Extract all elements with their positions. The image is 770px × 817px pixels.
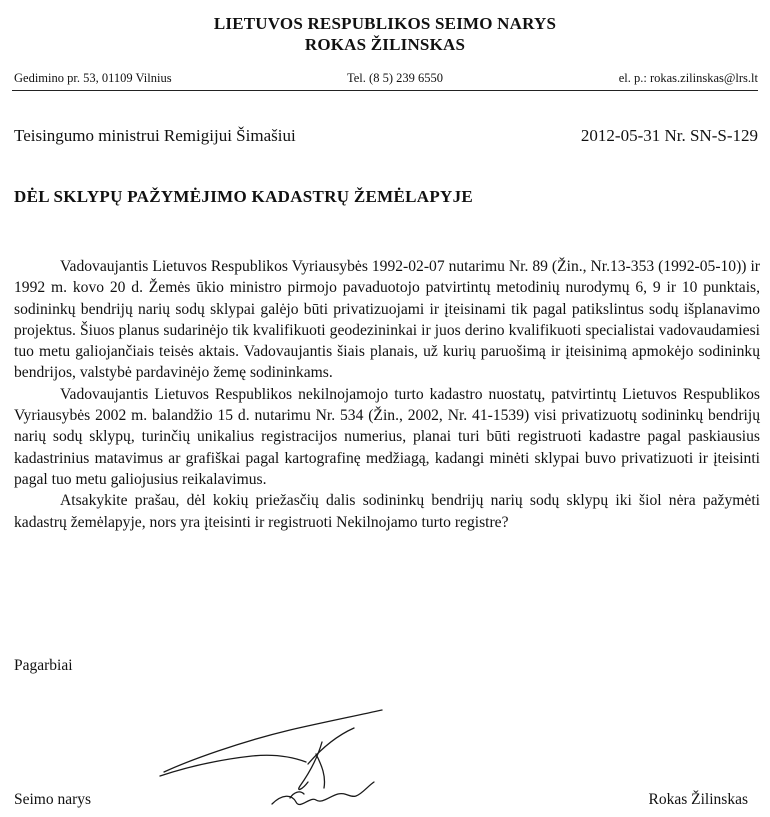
signatory-name: Rokas Žilinskas xyxy=(648,791,748,808)
paragraph: Vadovaujantis Lietuvos Respublikos Vyriausybės 1992-02-07 nutarimu Nr. 89 (Žin., Nr.13-353 (1992-05-10)) ir 1992 m. kovo 20 d. Žemės ūkio ministro pirmojo pavaduotojo patvirtintų metodinių nurodymų 6, 9 ir 10 punktais, sodininkų bendrijų narių sodų sklypai galėjo būti privatizuojami ir įteisinami tik pagal patikslintus sodų išplanavimo projektus. Šiuos planus sudarinėjo tik kvalifikuoti geodezininkai ir juos derino kvalifikuoti specialistai vadovaudamiesi tuo metu galiojančiais teisės aktais. Vadovaujantis šiais planais, už kurių paruošimą ir įteisinimą apmokėjo sodininkų bendrijos, valstybė pardavinėjo žemę sodininkams. xyxy=(14,258,760,382)
sender-phone: Tel. (8 5) 239 6550 xyxy=(347,71,443,85)
closing: Pagarbiai xyxy=(14,657,73,674)
document-reference: 2012-05-31 Nr. SN-S-129 xyxy=(580,126,758,145)
paragraph: Vadovaujantis Lietuvos Respublikos nekilnojamojo turto kadastro nuostatų, patvirtintų Lietuvos Respublikos Vyriausybės 2002 m. balandžio 15 d. nutarimu Nr. 534 (Žin., 2002, Nr. 41-1539) visi privatizuotų sodininkų bendrijų narių sodų sklypų, turinčių unikalius registracijos numerius, planai turi būti registruoti kadastre pagal paskiausius kadastrinius matavimus ar grafiškai pagal kartografinę medžiagą, kadangi minėti sklypai buvo privatizuoti ir įteisinti pagal tuo metu galiojusius reikalavimus. xyxy=(14,385,760,488)
sender-title: LIETUVOS RESPUBLIKOS SEIMO NARYS xyxy=(213,14,557,33)
header-divider xyxy=(12,90,758,91)
letter-body xyxy=(14,256,760,533)
sender-address: Gedimino pr. 53, 01109 Vilnius xyxy=(14,71,172,85)
letter-subject: DĖL SKLYPŲ PAŽYMĖJIMO KADASTRŲ ŽEMĖLAPYJE xyxy=(14,187,474,206)
signature-image xyxy=(150,690,410,817)
sender-name: ROKAS ŽILINSKAS xyxy=(304,35,466,54)
paragraph: Atsakykite prašau, dėl kokių priežasčių dalis sodininkų bendrijų narių sodų sklypų iki šiol nėra pažymėti kadastrų žemėlapyje, nors yra įteisinti ir registruoti Nekilnojamo turto registre? xyxy=(14,492,760,531)
recipient: Teisingumo ministrui Remigijui Šimašiui xyxy=(14,126,296,145)
sender-email: el. p.: rokas.zilinskas@lrs.lt xyxy=(618,71,758,85)
signatory-position: Seimo narys xyxy=(14,791,92,808)
